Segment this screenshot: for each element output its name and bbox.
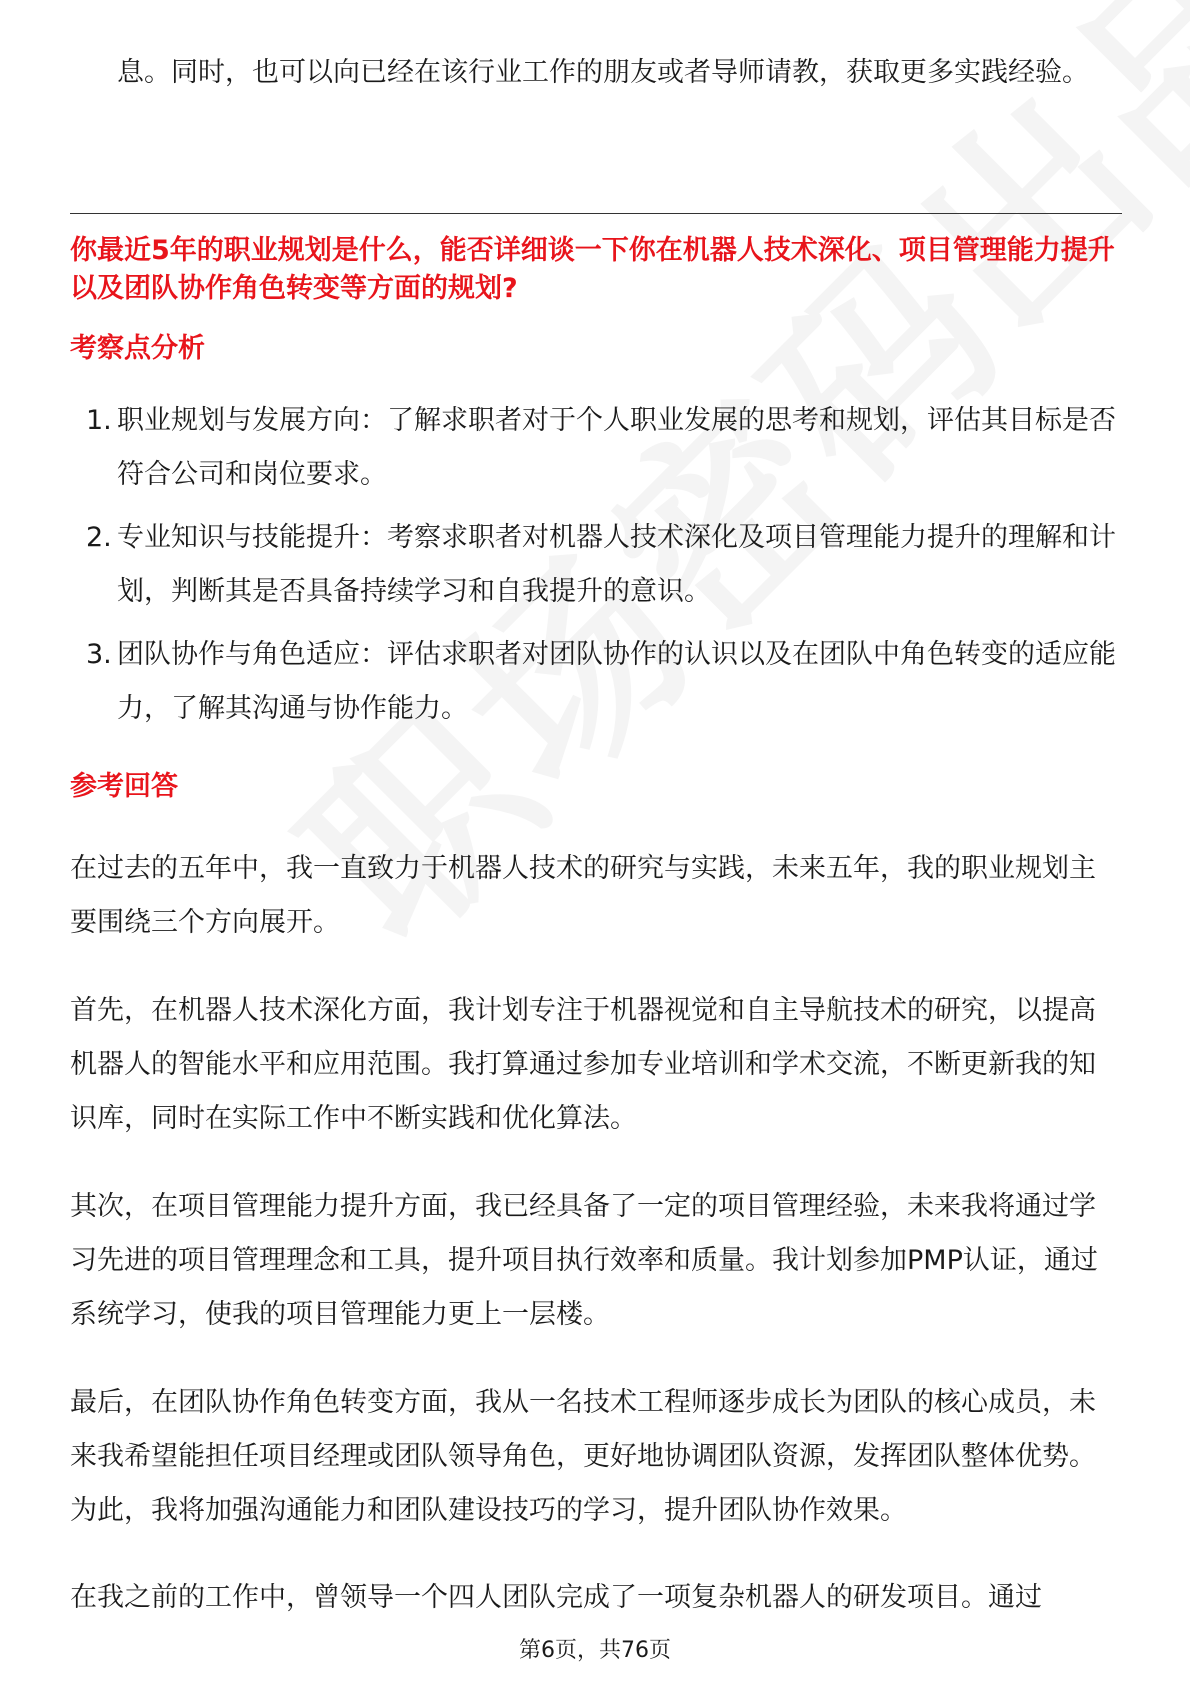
answer-paragraph: 最后，在团队协作角色转变方面，我从一名技术工程师逐步成长为团队的核心成员，未来我希望能担任项目经理或团队领导角色，更好地协调团队资源，发挥团队整体优势。为此，我将加强沟通能力和团队建设技巧的学习，提升团队协作效果。 <box>70 1387 1096 1526</box>
analysis-item-text: 专业知识与技能提升：考察求职者对机器人技术深化及项目管理能力提升的理解和计划，判断其是否具备持续学习和自我提升的意识。 <box>117 522 1116 607</box>
analysis-item <box>70 511 1122 619</box>
analysis-item-text: 团队协作与角色适应：评估求职者对团队协作的认识以及在团队中角色转变的适应能力，了解其沟通与协作能力。 <box>117 639 1116 724</box>
analysis-item <box>70 628 1122 736</box>
analysis-item-text: 职业规划与发展方向：了解求职者对于个人职业发展的思考和规划，评估其目标是否符合公司和岗位要求。 <box>117 405 1116 490</box>
answer-paragraph: 在我之前的工作中，曾领导一个四人团队完成了一项复杂机器人的研发项目。通过 <box>70 1582 1042 1613</box>
page-number-footer: 第6页，共76页 <box>519 1638 671 1663</box>
continuation-paragraph: 息。同时，也可以向已经在该行业工作的朋友或者导师请教，获取更多实践经验。 <box>117 57 1089 88</box>
analysis-list <box>70 394 1122 745</box>
section-divider <box>70 213 1122 214</box>
answer-paragraph: 首先，在机器人技术深化方面，我计划专注于机器视觉和自主导航技术的研究，以提高机器人的智能水平和应用范围。我打算通过参加专业培训和学术交流，不断更新我的知识库，同时在实际工作中不断实践和优化算法。 <box>70 995 1096 1134</box>
analysis-item <box>70 394 1122 502</box>
analysis-heading: 考察点分析 <box>70 333 205 364</box>
list-number: 2. <box>86 522 112 553</box>
answer-paragraph: 在过去的五年中，我一直致力于机器人技术的研究与实践，未来五年，我的职业规划主要围绕三个方向展开。 <box>70 853 1096 938</box>
answer-heading: 参考回答 <box>70 771 178 802</box>
list-number: 1. <box>86 405 112 436</box>
answer-paragraph: 其次，在项目管理能力提升方面，我已经具备了一定的项目管理经验，未来我将通过学习先进的项目管理理念和工具，提升项目执行效率和质量。我计划参加PMP认证，通过系统学习，使我的项目管理能力更上一层楼。 <box>70 1191 1098 1330</box>
interview-question: 你最近5年的职业规划是什么，能否详细谈一下你在机器人技术深化、项目管理能力提升以及团队协作角色转变等方面的规划? <box>70 235 1115 304</box>
list-number: 3. <box>86 639 112 670</box>
